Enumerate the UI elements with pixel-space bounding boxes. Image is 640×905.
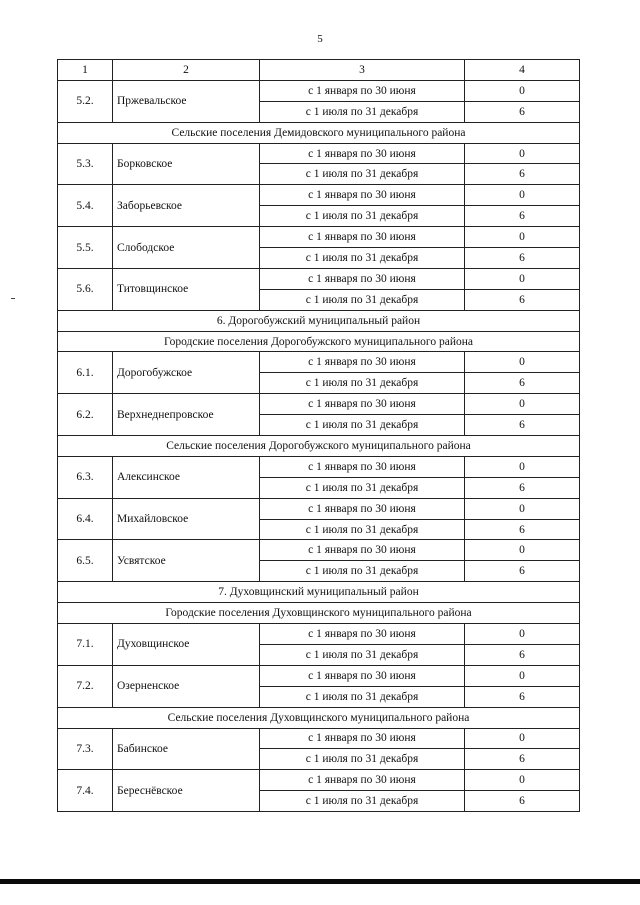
value-first-half: 0: [465, 540, 580, 561]
table-row: [58, 352, 580, 373]
period-second-half: с 1 июля по 31 декабря: [260, 101, 465, 122]
value-second-half: 6: [465, 686, 580, 707]
row-number: 7.3.: [58, 728, 113, 770]
table-row: [58, 624, 580, 645]
table-row: [58, 268, 580, 289]
period-first-half: с 1 января по 30 июня: [260, 185, 465, 206]
table-row: [58, 80, 580, 101]
value-first-half: 0: [465, 185, 580, 206]
settlement-name: Борковское: [113, 143, 260, 185]
table-header-row: [58, 60, 580, 81]
row-number: 7.1.: [58, 624, 113, 666]
value-second-half: 6: [465, 749, 580, 770]
table-row: [58, 665, 580, 686]
tariff-table: [57, 59, 580, 812]
period-second-half: с 1 июля по 31 декабря: [260, 519, 465, 540]
value-second-half: 6: [465, 519, 580, 540]
settlement-name: Духовщинское: [113, 624, 260, 666]
section-heading: Сельские поселения Дорогобужского муниципального района: [58, 436, 580, 457]
row-number: 5.3.: [58, 143, 113, 185]
period-second-half: с 1 июля по 31 декабря: [260, 289, 465, 310]
value-first-half: 0: [465, 498, 580, 519]
table-row: [58, 498, 580, 519]
settlement-name: Усвятское: [113, 540, 260, 582]
section-row: [58, 310, 580, 331]
period-first-half: с 1 января по 30 июня: [260, 268, 465, 289]
value-second-half: 6: [465, 248, 580, 269]
table-row: [58, 770, 580, 791]
period-second-half: с 1 июля по 31 декабря: [260, 206, 465, 227]
section-row: [58, 707, 580, 728]
row-number: 5.4.: [58, 185, 113, 227]
period-first-half: с 1 января по 30 июня: [260, 143, 465, 164]
period-second-half: с 1 июля по 31 декабря: [260, 477, 465, 498]
value-first-half: 0: [465, 227, 580, 248]
section-heading: Городские поселения Дорогобужского муниципального района: [58, 331, 580, 352]
settlement-name: Михайловское: [113, 498, 260, 540]
period-second-half: с 1 июля по 31 декабря: [260, 749, 465, 770]
settlement-name: Слободское: [113, 227, 260, 269]
value-first-half: 0: [465, 80, 580, 101]
value-second-half: 6: [465, 206, 580, 227]
value-second-half: 6: [465, 101, 580, 122]
row-number: 5.2.: [58, 80, 113, 122]
settlement-name: Алексинское: [113, 456, 260, 498]
column-header-1: 1: [58, 60, 113, 81]
value-second-half: 6: [465, 164, 580, 185]
period-first-half: с 1 января по 30 июня: [260, 624, 465, 645]
period-second-half: с 1 июля по 31 декабря: [260, 561, 465, 582]
column-header-3: 3: [260, 60, 465, 81]
table-row: [58, 143, 580, 164]
period-second-half: с 1 июля по 31 декабря: [260, 373, 465, 394]
period-first-half: с 1 января по 30 июня: [260, 352, 465, 373]
value-first-half: 0: [465, 394, 580, 415]
value-first-half: 0: [465, 143, 580, 164]
value-first-half: 0: [465, 770, 580, 791]
settlement-name: Заборьевское: [113, 185, 260, 227]
period-first-half: с 1 января по 30 июня: [260, 456, 465, 477]
settlement-name: Пржевальское: [113, 80, 260, 122]
margin-mark: [11, 298, 15, 299]
period-first-half: с 1 января по 30 июня: [260, 80, 465, 101]
settlement-name: Верхнеднепровское: [113, 394, 260, 436]
row-number: 7.2.: [58, 665, 113, 707]
row-number: 6.1.: [58, 352, 113, 394]
row-number: 5.6.: [58, 268, 113, 310]
table-row: [58, 227, 580, 248]
settlement-name: Береснёвское: [113, 770, 260, 812]
period-first-half: с 1 января по 30 июня: [260, 728, 465, 749]
column-header-4: 4: [465, 60, 580, 81]
section-heading: Сельские поселения Духовщинского муниципального района: [58, 707, 580, 728]
section-row: [58, 331, 580, 352]
settlement-name: Озерненское: [113, 665, 260, 707]
value-second-half: 6: [465, 791, 580, 812]
column-header-2: 2: [113, 60, 260, 81]
table-row: [58, 456, 580, 477]
period-second-half: с 1 июля по 31 декабря: [260, 248, 465, 269]
value-second-half: 6: [465, 477, 580, 498]
settlement-name: Бабинское: [113, 728, 260, 770]
period-second-half: с 1 июля по 31 декабря: [260, 686, 465, 707]
section-heading: 6. Дорогобужский муниципальный район: [58, 310, 580, 331]
table-body: [58, 60, 580, 812]
value-second-half: 6: [465, 289, 580, 310]
section-heading: 7. Духовщинский муниципальный район: [58, 582, 580, 603]
row-number: 7.4.: [58, 770, 113, 812]
section-row: [58, 603, 580, 624]
settlement-name: Титовщинское: [113, 268, 260, 310]
table-row: [58, 540, 580, 561]
period-first-half: с 1 января по 30 июня: [260, 665, 465, 686]
period-second-half: с 1 июля по 31 декабря: [260, 644, 465, 665]
value-second-half: 6: [465, 415, 580, 436]
row-number: 6.4.: [58, 498, 113, 540]
period-first-half: с 1 января по 30 июня: [260, 498, 465, 519]
section-heading: Сельские поселения Демидовского муниципального района: [58, 122, 580, 143]
period-second-half: с 1 июля по 31 декабря: [260, 415, 465, 436]
period-first-half: с 1 января по 30 июня: [260, 770, 465, 791]
value-second-half: 6: [465, 644, 580, 665]
value-second-half: 6: [465, 561, 580, 582]
value-first-half: 0: [465, 268, 580, 289]
value-first-half: 0: [465, 352, 580, 373]
row-number: 6.2.: [58, 394, 113, 436]
period-second-half: с 1 июля по 31 декабря: [260, 164, 465, 185]
value-second-half: 6: [465, 373, 580, 394]
page-number: 5: [317, 33, 323, 45]
row-number: 6.3.: [58, 456, 113, 498]
section-row: [58, 436, 580, 457]
row-number: 5.5.: [58, 227, 113, 269]
value-first-half: 0: [465, 456, 580, 477]
table-row: [58, 728, 580, 749]
table-row: [58, 185, 580, 206]
bottom-rule: [0, 879, 640, 884]
period-first-half: с 1 января по 30 июня: [260, 394, 465, 415]
period-first-half: с 1 января по 30 июня: [260, 540, 465, 561]
row-number: 6.5.: [58, 540, 113, 582]
period-first-half: с 1 января по 30 июня: [260, 227, 465, 248]
value-first-half: 0: [465, 728, 580, 749]
section-heading: Городские поселения Духовщинского муниципального района: [58, 603, 580, 624]
value-first-half: 0: [465, 665, 580, 686]
value-first-half: 0: [465, 624, 580, 645]
period-second-half: с 1 июля по 31 декабря: [260, 791, 465, 812]
table-row: [58, 394, 580, 415]
section-row: [58, 122, 580, 143]
settlement-name: Дорогобужское: [113, 352, 260, 394]
section-row: [58, 582, 580, 603]
